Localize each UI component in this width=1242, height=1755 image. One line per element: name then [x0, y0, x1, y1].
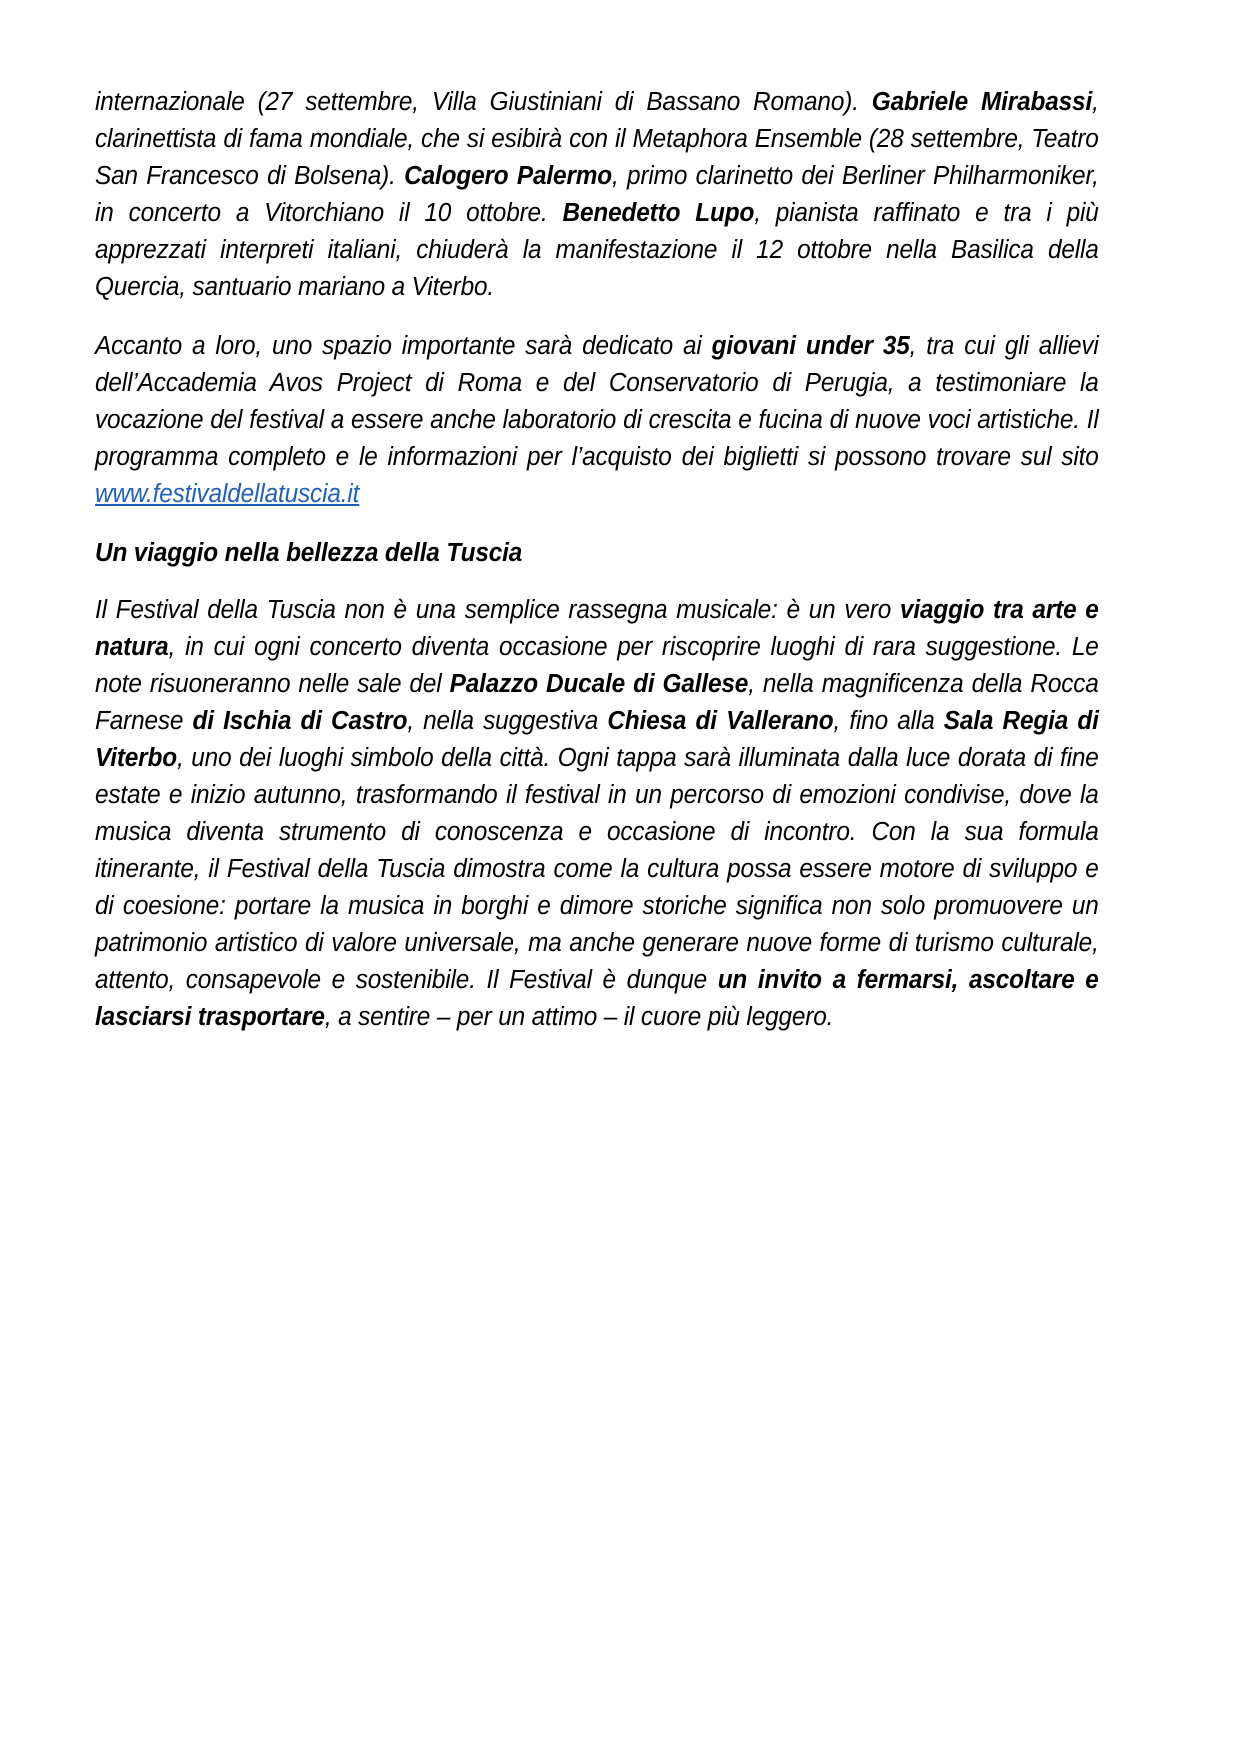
paragraph-journey	[95, 592, 1099, 1036]
paragraph-young-artists	[95, 328, 1099, 513]
paragraph-artists-text-4: , pianista raffinato e tra i più apprezzati interpreti italiani, chiuderà la manifestazione il 12 ottobre nella Basilica della Quercia, santuario mariano a Viterbo.	[95, 199, 1099, 301]
venue-sala-regia-viterbo-label: Sala Regia di Viterbo	[95, 707, 1099, 772]
paragraph-journey-text-4: , nella suggestiva	[407, 707, 608, 735]
document-content	[95, 84, 1146, 1036]
paragraph-journey-text-6: , uno dei luoghi simbolo della città. Ogni tappa sarà illuminata dalla luce dorata di fine estate e inizio autunno, trasformando il festival in un percorso di emozioni condivise, dove la musica diventa strumento di conoscenza e occasione di incontro. Con la sua formula itinerante, il Festival della Tuscia dimostra come la cultura possa essere motore di sviluppo e di coesione: portare la musica in borghi e dimore storiche significa non solo promuovere un patrimonio artistico di valore universale, ma anche generare nuove forme di turismo culturale, attento, consapevole e sostenibile. Il Festival è dunque	[95, 744, 1099, 994]
paragraph-journey-text-3: , nella magnificenza della Rocca Farnese	[95, 670, 1099, 735]
paragraph-journey-text-2: , in cui ogni concerto diventa occasione per riscoprire luoghi di rara suggestione. Le note risuoneranno nelle sale del	[95, 633, 1099, 698]
venue-chiesa-di-vallerano: Chiesa di Vallerano	[607, 707, 834, 735]
paragraph-artists-text-1: internazionale (27 settembre, Villa Giustiniani di Bassano Romano).	[95, 88, 872, 116]
paragraph-journey-text-1: Il Festival della Tuscia non è una semplice rassegna musicale: è un vero	[95, 596, 900, 624]
highlight-viaggio-arte-natura: viaggio tra arte e natura	[95, 596, 1099, 661]
paragraph-artists-text-3: , primo clarinetto dei Berliner Philharmoniker, in concerto a Vitorchiano il 10 ottobre.	[95, 162, 1099, 227]
highlight-invito-a-fermarsi: un invito a fermarsi, ascoltare e lasciarsi trasportare	[95, 966, 1099, 1031]
venue-rocca-farnese-ischia-di-castro: di Ischia di Castro	[192, 707, 408, 735]
section-heading-viaggio: Un viaggio nella bellezza della Tuscia	[95, 539, 523, 567]
paragraph-young-text-1: Accanto a loro, uno spazio importante sarà dedicato ai	[95, 332, 712, 360]
paragraph-young-text-2: , tra cui gli allievi dell’Accademia Avos Project di Roma e del Conservatorio di Perugia, a testimoniare la vocazione del festival a essere anche laboratorio di crescita e fucina di nuove voci artistiche. Il programma completo e le informazioni per l’acquisto dei biglietti si possono trovare sul sito	[95, 332, 1099, 471]
festival-website-link[interactable]: www.festivaldellatuscia.it	[95, 480, 360, 508]
paragraph-journey-text-5: , fino alla	[833, 707, 944, 735]
venue-palazzo-ducale-gallese: Palazzo Ducale di Gallese	[449, 670, 749, 698]
paragraph-artists	[95, 84, 1099, 306]
paragraph-artists-text-2: , clarinettista di fama mondiale, che si esibirà con il Metaphora Ensemble (28 settembre, Teatro San Francesco di Bolsena).	[95, 88, 1099, 190]
artist-name-gabriele-mirabassi: Gabriele Mirabassi	[871, 88, 1093, 116]
highlight-giovani-under-35: giovani under 35	[711, 332, 910, 360]
artist-name-calogero-palermo: Calogero Palermo	[404, 162, 613, 190]
artist-name-benedetto-lupo: Benedetto Lupo	[562, 199, 755, 227]
paragraph-journey-text-7: , a sentire – per un attimo – il cuore più leggero.	[324, 1003, 834, 1031]
